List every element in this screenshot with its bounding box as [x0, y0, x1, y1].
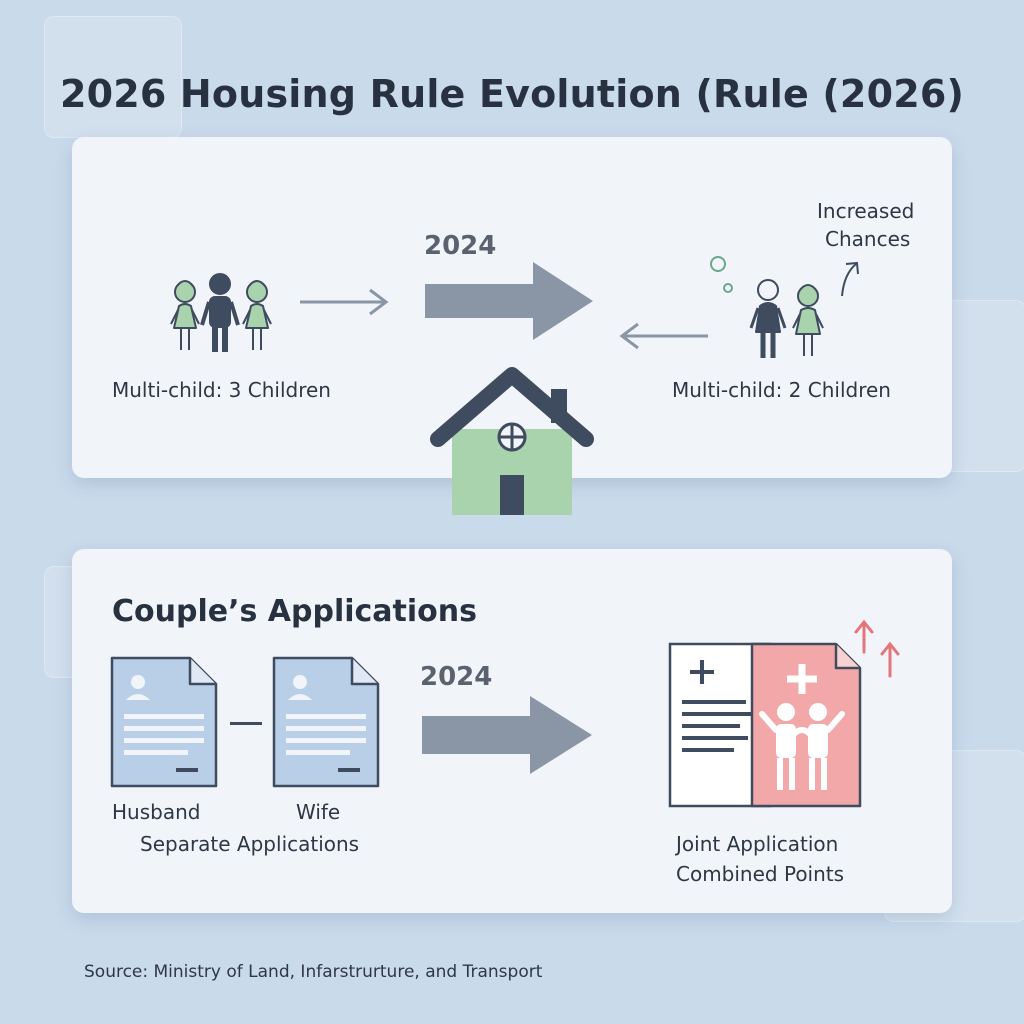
big-arrow-right-icon — [425, 262, 595, 340]
thin-arrow-left-icon — [618, 322, 710, 350]
joint-application-label: Joint Application — [676, 832, 839, 856]
family-three-children-icon — [160, 270, 280, 360]
dash-icon — [230, 722, 262, 728]
big-arrow-right-icon — [422, 696, 594, 774]
year-label: 2024 — [420, 662, 493, 692]
thin-arrow-right-icon — [298, 288, 390, 316]
wife-document-icon — [270, 656, 382, 790]
multichild-two-label: Multi-child: 2 Children — [672, 378, 891, 402]
increased-chances-line1: Increased — [817, 199, 915, 223]
wife-label: Wife — [296, 800, 341, 824]
increased-chances-line2: Chances — [825, 227, 911, 251]
multichild-three-label: Multi-child: 3 Children — [112, 378, 331, 402]
page-title: 2026 Housing Rule Evolution (Rule (2026) — [59, 72, 965, 116]
source-note: Source: Ministry of Land, Infarstrurture, and Transport — [84, 962, 543, 982]
up-curve-arrow-icon — [836, 258, 866, 300]
husband-label: Husband — [112, 800, 201, 824]
husband-document-icon — [108, 656, 220, 790]
family-two-children-icon — [746, 276, 836, 362]
joint-document-icon — [666, 642, 866, 810]
house-icon — [430, 367, 594, 517]
year-label: 2024 — [424, 231, 497, 261]
combined-points-label: Combined Points — [676, 862, 845, 886]
double-up-arrow-icon — [852, 616, 906, 682]
couple-heading: Couple’s Applications — [112, 594, 477, 629]
separate-applications-label: Separate Applications — [140, 832, 360, 856]
bubble-icon — [708, 254, 748, 294]
